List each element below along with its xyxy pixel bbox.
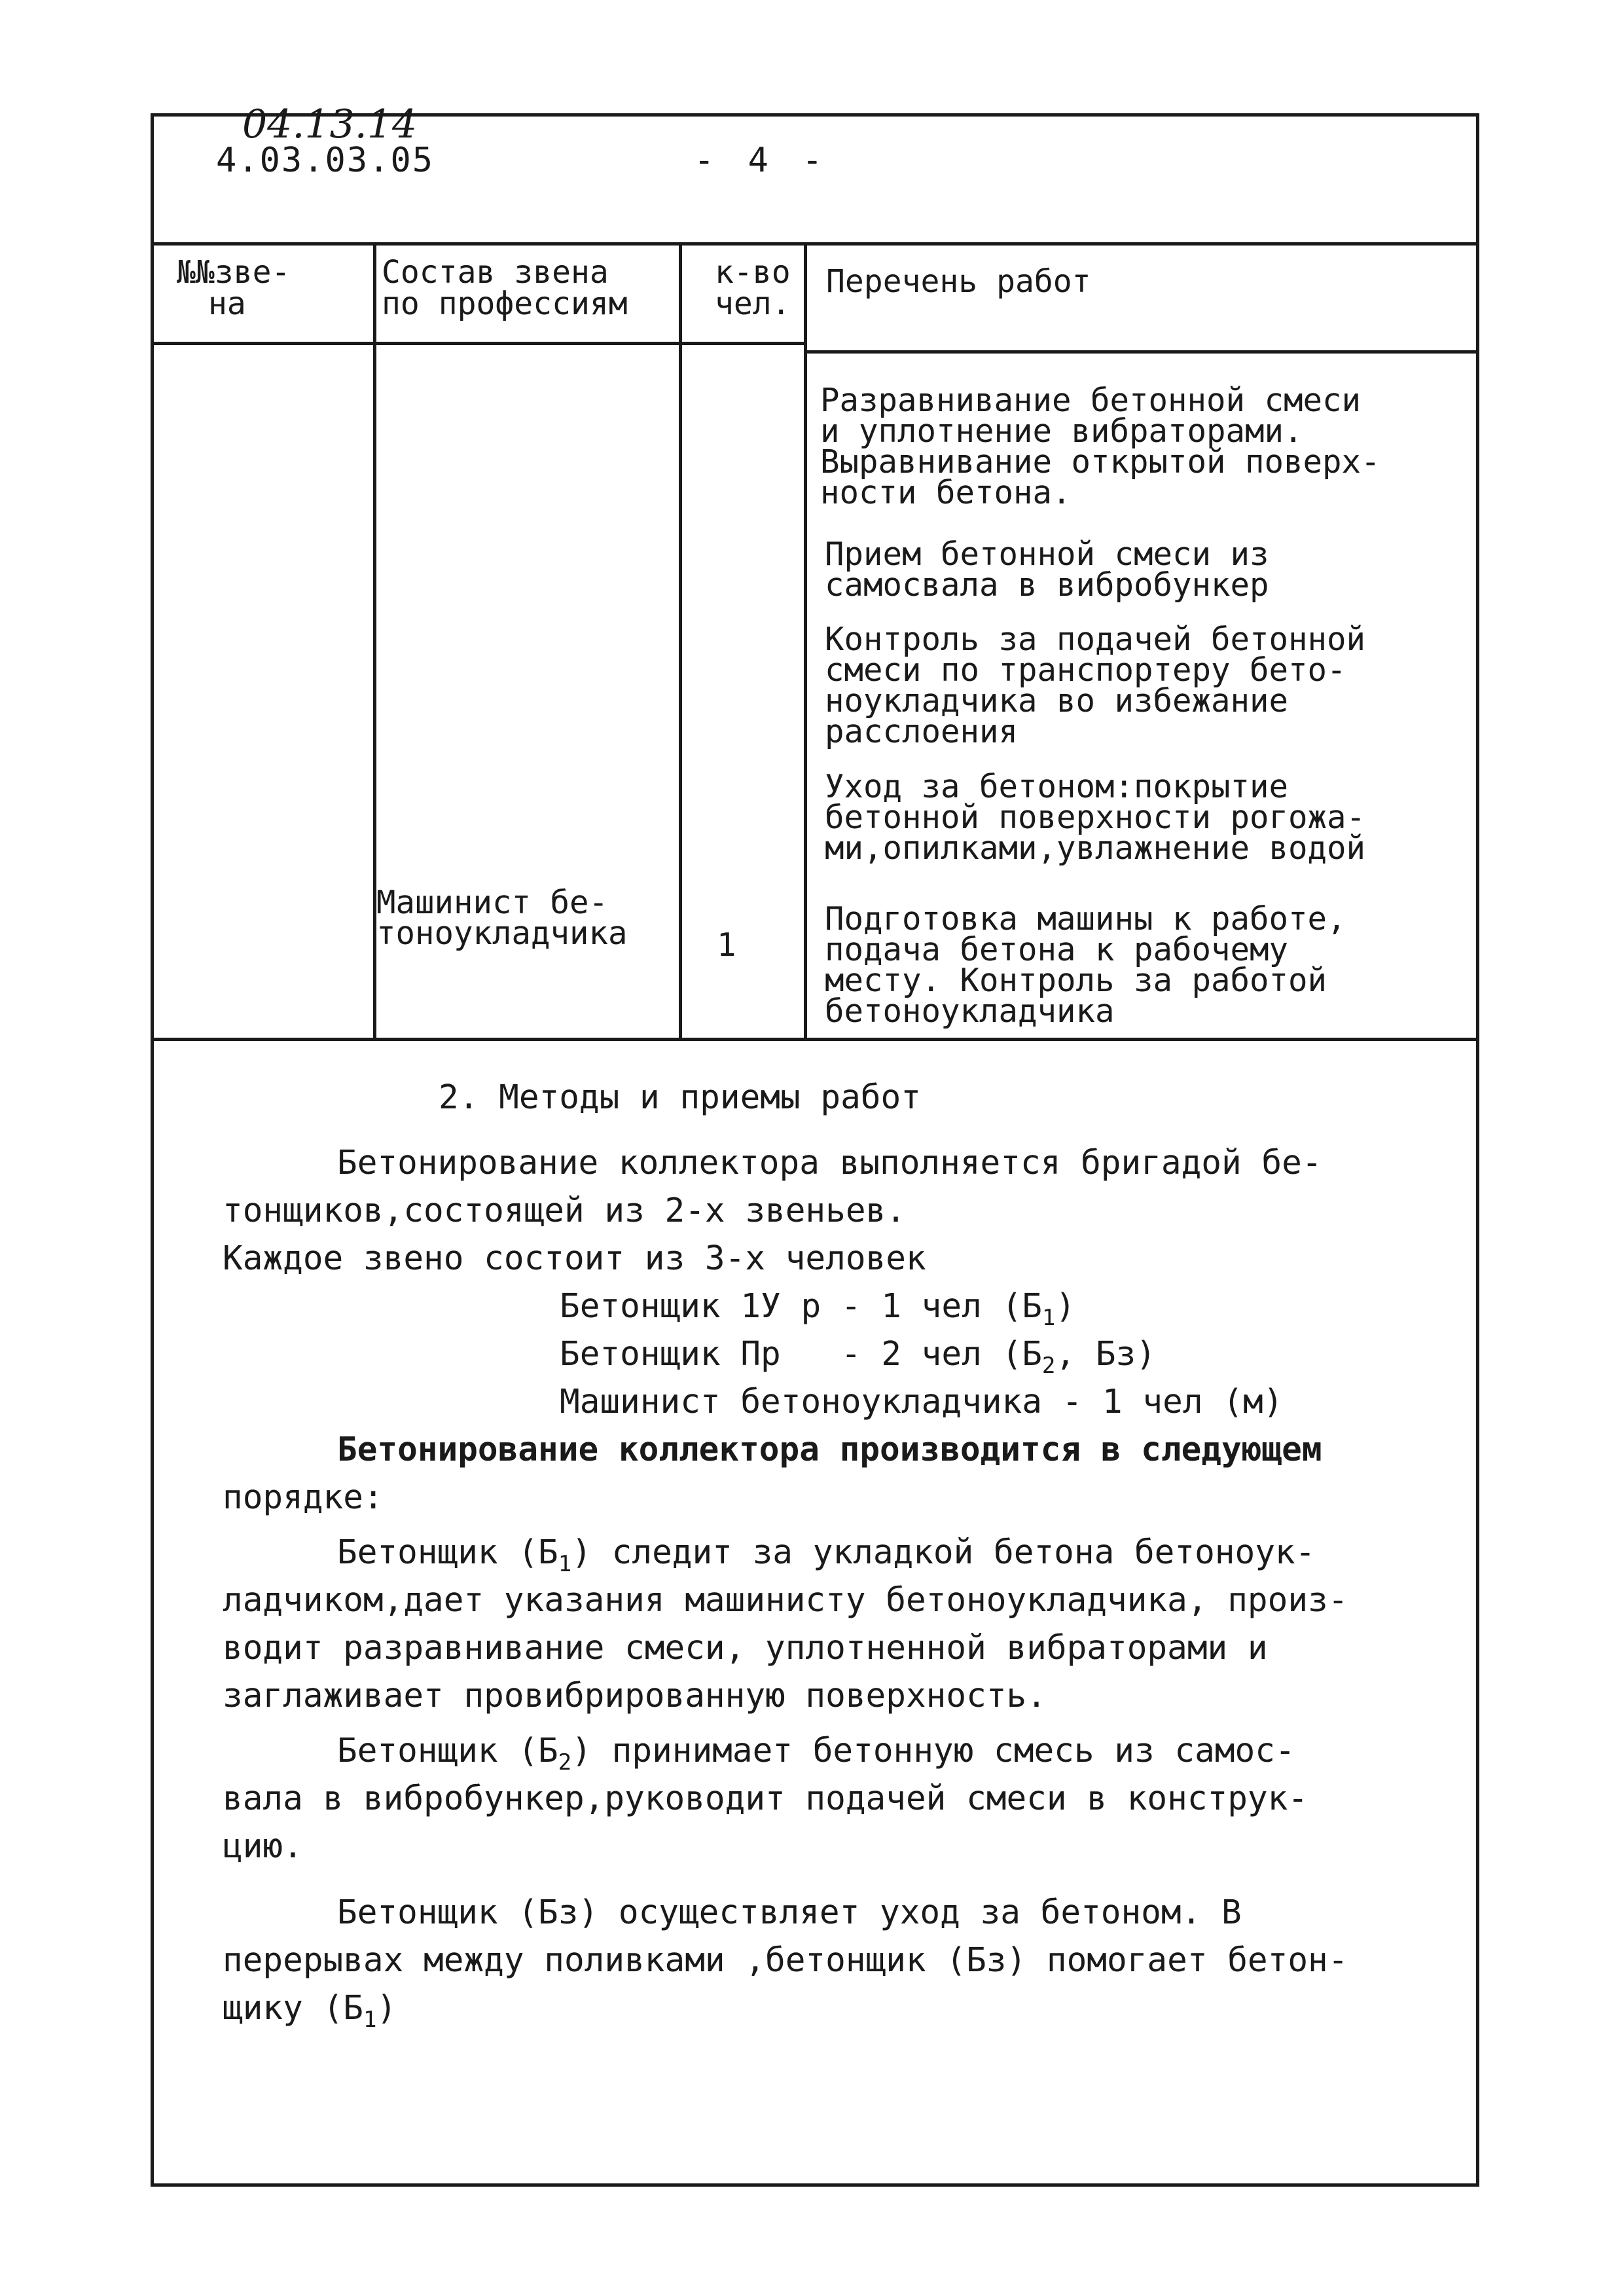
page-number: - 4 - — [694, 141, 823, 180]
crew-line-1: Бетонщик 1У р - 1 чел $(Б_1)$ — [560, 1287, 1076, 1331]
section-title: 2. Методы и приемы работ — [439, 1078, 921, 1117]
paragraph-6-line-3: щику $(Б_1)$ — [223, 1989, 397, 2033]
table-bottom-rule — [151, 1038, 1479, 1041]
col-header-works: Перечень работ — [826, 263, 1091, 300]
paragraph-5-line-1: Бетонщик $(Б_2)$ принимает бетонную смесь из самос- — [337, 1732, 1295, 1776]
column-divider-2 — [679, 244, 682, 1038]
paragraph-2: Каждое звено состоит из 3-х человек — [223, 1239, 926, 1278]
paragraph-4-line-4: заглаживает провибрированную поверхность. — [223, 1677, 1047, 1715]
work-item-leveling: Разравнивание бетонной смеси и уплотнение вибраторами. Выравнивание открытой поверх- ности бетона. — [820, 382, 1380, 511]
document-number: 4.03.03.05 — [216, 141, 435, 180]
column-divider-3 — [804, 244, 807, 1038]
work-item-curing: Уход за бетоном:покрытие бетонной поверхности рогожа- ми,опилками,увлажнение водой — [825, 768, 1366, 867]
paragraph-4-line-2: ладчиком,дает указания машинисту бетоноукладчика, произ- — [223, 1581, 1348, 1620]
paragraph-1-line-1: Бетонирование коллектора выполняется бригадой бе- — [337, 1144, 1322, 1182]
paragraph-4-line-1: Бетонщик $(Б_1)$ следит за укладкой бетона бетоноук- — [337, 1533, 1316, 1577]
paragraph-4-line-3: водит разравнивание смеси, уплотненной вибраторами и — [223, 1629, 1268, 1667]
paragraph-1-line-2: тонщиков,состоящей из 2-х звеньев. — [223, 1192, 906, 1230]
paragraph-5-line-3: цию. — [223, 1827, 303, 1866]
paragraph-6-line-2: перерывах между поливками ,бетонщик (Бз) помогает бетон- — [223, 1941, 1348, 1980]
header-rule-left — [151, 342, 805, 345]
handwritten-note: 04.13.14 — [242, 101, 418, 147]
crew-line-2: Бетонщик Пр - 2 чел ($Б_2$, Бз) — [560, 1335, 1156, 1379]
paragraph-6-line-1: Бетонщик (Бз) осуществляет уход за бетоном. В — [337, 1893, 1242, 1932]
paragraph-3-line-2: порядке: — [223, 1478, 384, 1517]
profession-machinist: Машинист бе- тоноукладчика — [376, 884, 628, 952]
crew-line-3: Машинист бетоноукладчика - 1 чел (м) — [560, 1383, 1284, 1421]
machinist-count: 1 — [717, 926, 736, 964]
work-item-control: Контроль за подачей бетонной смеси по транспортеру бето- ноукладчика во избежание расслоения — [825, 621, 1366, 750]
header-rule-right — [805, 350, 1479, 354]
work-item-receiving: Прием бетонной смеси из самосвала в вибробункер — [825, 536, 1269, 604]
paragraph-3-line-1: Бетонирование коллектора производится в следующем — [337, 1430, 1322, 1469]
col-header-composition: Состав звена по профессиям — [382, 254, 628, 322]
paragraph-5-line-2: вала в вибробункер,руководит подачей смеси в конструк- — [223, 1779, 1308, 1818]
work-item-machinist: Подготовка машины к работе, подача бетона к рабочему месту. Контроль за работой бетоноукладчика — [825, 900, 1346, 1030]
col-header-team-no: №№зве- на — [177, 254, 291, 322]
col-header-count: к-во чел. — [715, 254, 791, 322]
table-top-rule — [151, 242, 1479, 246]
